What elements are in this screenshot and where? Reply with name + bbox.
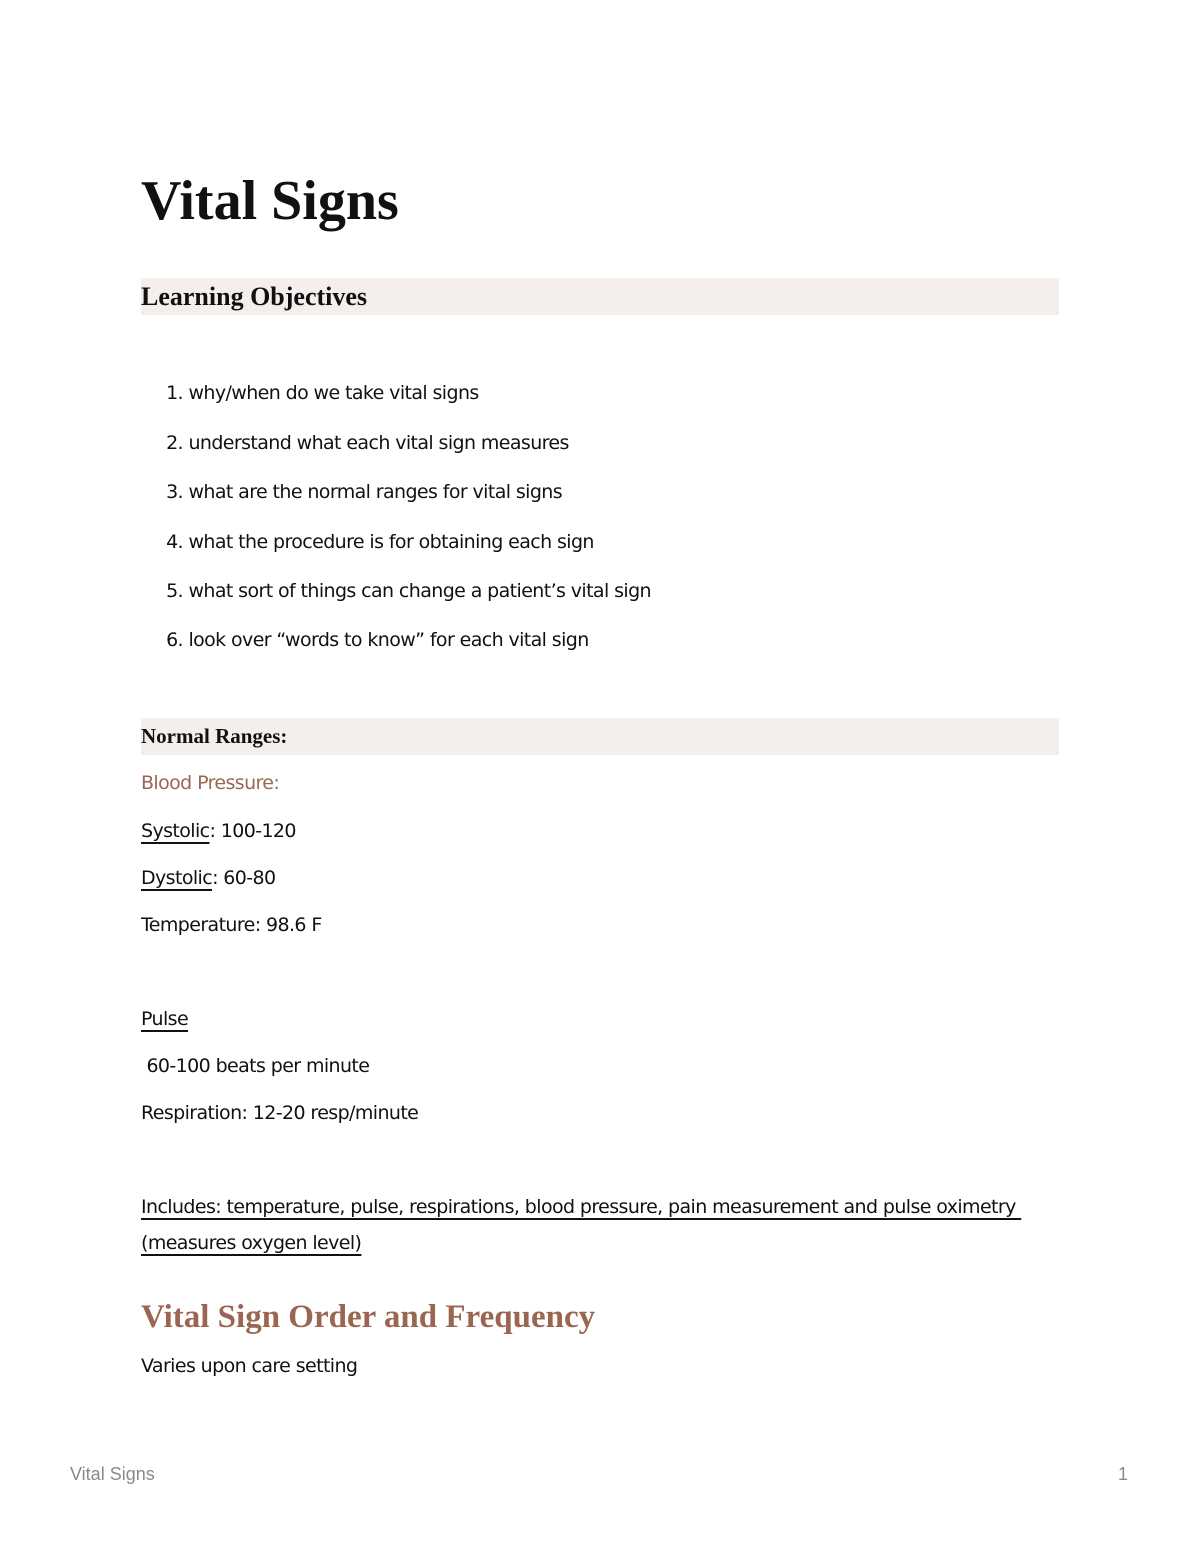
list-item (141, 627, 589, 653)
list-item-number: 5. (166, 580, 183, 602)
page-number: 1 (1117, 1464, 1128, 1484)
temperature-line: Temperature: 98.6 F (141, 914, 322, 936)
footer-title: Vital Signs (70, 1464, 155, 1484)
dystolic-label: Dystolic (141, 867, 213, 889)
list-item-text: what sort of things can change a patient’s vital sign (188, 580, 651, 602)
list-item (141, 430, 569, 456)
list-item-number: 4. (166, 531, 183, 553)
respiration-line: Respiration: 12-20 resp/minute (141, 1102, 419, 1124)
includes-line-1: Includes: temperature, pulse, respirations, blood pressure, pain measurement and pulse oximetry (141, 1196, 1022, 1218)
list-item-text: look over “words to know” for each vital sign (188, 629, 589, 651)
blood-pressure-label: Blood Pressure: (141, 772, 280, 794)
systolic-line (141, 818, 296, 844)
list-item (141, 479, 562, 505)
list-item-text: what the procedure is for obtaining each sign (188, 531, 594, 553)
systolic-value: : 100-120 (209, 820, 296, 842)
list-item-number: 1. (166, 382, 183, 404)
list-item-text: what are the normal ranges for vital signs (188, 481, 563, 503)
pulse-value: 60-100 beats per minute (141, 1055, 370, 1077)
list-item-number: 6. (166, 629, 183, 651)
systolic-label: Systolic (141, 820, 210, 842)
list-item (141, 529, 594, 555)
learning-objectives-band (141, 278, 1059, 315)
normal-ranges-heading: Normal Ranges: (141, 724, 288, 748)
includes-line-2: (measures oxygen level) (141, 1232, 362, 1254)
list-item (141, 380, 479, 406)
list-item-text: why/when do we take vital signs (188, 382, 479, 404)
list-item-number: 3. (166, 481, 183, 503)
learning-objectives-heading: Learning Objectives (141, 282, 368, 311)
dystolic-value: : 60-80 (212, 867, 276, 889)
order-frequency-text: Varies upon care setting (141, 1355, 358, 1377)
order-frequency-heading: Vital Sign Order and Frequency (141, 1299, 596, 1335)
pulse-label: Pulse (141, 1008, 189, 1030)
list-item-text: understand what each vital sign measures (188, 432, 569, 454)
page-title: Vital Signs (141, 170, 399, 232)
list-item-number: 2. (166, 432, 183, 454)
normal-ranges-band (141, 718, 1059, 755)
list-item (141, 578, 651, 604)
dystolic-line (141, 865, 276, 891)
